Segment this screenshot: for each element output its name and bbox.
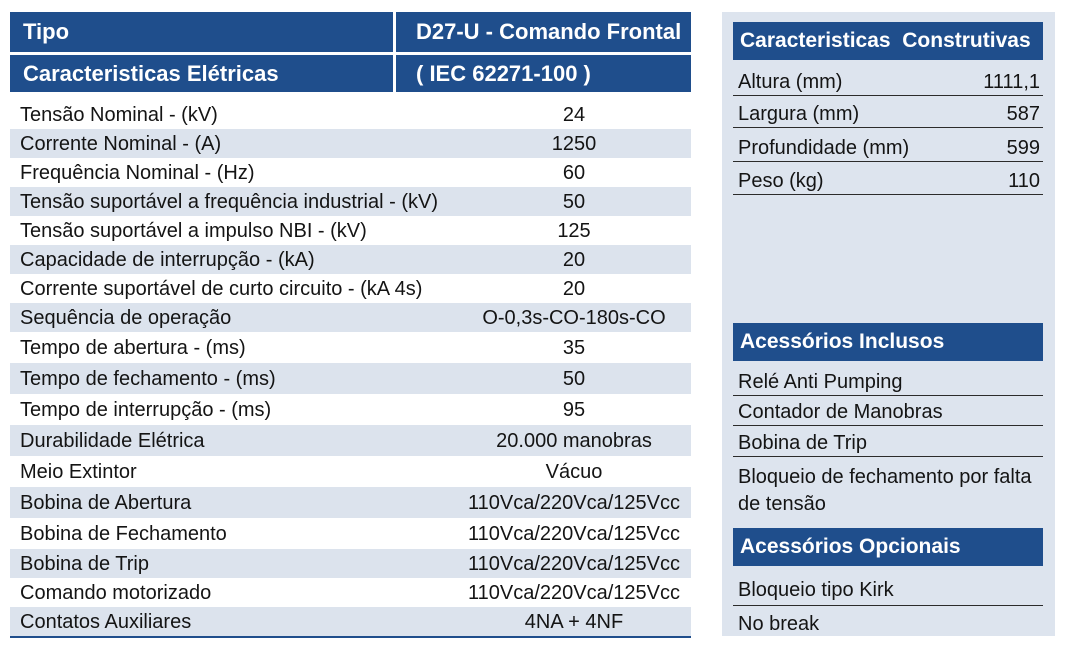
construction-value: 1111,1: [983, 71, 1040, 93]
row-label: Capacidade de interrupção - (kA): [20, 248, 315, 271]
row-value: 20.000 manobras: [496, 429, 652, 452]
accessory-item: Bloqueio tipo Kirk: [733, 566, 1043, 606]
row-label: Frequência Nominal - (Hz): [20, 161, 255, 184]
included-accessories-list: [733, 361, 1043, 519]
row-value: O-0,3s-CO-180s-CO: [482, 306, 666, 329]
construction-label: Peso (kg): [738, 170, 824, 192]
table-row: [10, 303, 691, 332]
accessory-item: Bloqueio de fechamento por falta de tensão: [738, 466, 1032, 515]
table-row: [10, 129, 691, 158]
row-value: 110Vca/220Vca/125Vcc: [467, 581, 680, 604]
accessory-item: No break: [738, 613, 820, 635]
row-value: 20: [562, 277, 586, 300]
row-label: Bobina de Trip: [20, 552, 149, 575]
construction-row: [733, 96, 1043, 128]
row-label: Bobina de Abertura: [20, 491, 192, 514]
row-value: 125: [557, 219, 591, 242]
row-value: 24: [562, 103, 586, 126]
construction-label: Altura (mm): [738, 71, 843, 93]
row-label: Tempo de abertura - (ms): [20, 336, 246, 359]
table-row: [10, 578, 691, 607]
row-label: Bobina de Fechamento: [20, 522, 227, 545]
row-value: 20: [562, 248, 586, 271]
construction-specs-list: [733, 66, 1043, 195]
construction-value: 599: [1006, 137, 1040, 159]
construction-row: [733, 162, 1043, 195]
row-value: 95: [562, 398, 586, 421]
construction-row: [733, 66, 1043, 96]
construction-label: Profundidade (mm): [738, 137, 910, 159]
row-value: 35: [562, 336, 586, 359]
row-value: 110Vca/220Vca/125Vcc: [467, 522, 680, 545]
table-row: [10, 100, 691, 129]
row-label: Sequência de operação: [20, 306, 232, 329]
electrical-specs-rows: [10, 100, 691, 638]
row-value: 4NA + 4NF: [524, 610, 624, 633]
row-label: Meio Extintor: [20, 460, 137, 483]
row-label: Tensão suportável a frequência industrial - (kV): [20, 190, 438, 213]
row-label: Corrente Nominal - (A): [20, 132, 222, 155]
row-value: 50: [562, 367, 586, 390]
construction-label: Largura (mm): [738, 103, 860, 125]
row-value: Vácuo: [545, 460, 603, 483]
row-label: Tempo de interrupção - (ms): [20, 398, 272, 421]
table-row: [10, 158, 691, 187]
table-row: [10, 274, 691, 303]
table-row: [10, 394, 691, 425]
table-row: [10, 549, 691, 578]
row-label: Contatos Auxiliares: [20, 610, 192, 633]
row-value: 1250: [551, 132, 597, 155]
row-label: Tensão suportável a impulso NBI - (kV): [20, 219, 367, 242]
row-label: Durabilidade Elétrica: [20, 429, 205, 452]
construction-value: 110: [1008, 170, 1040, 192]
table-row: [10, 245, 691, 274]
table-row: [10, 456, 691, 487]
table-row: [10, 487, 691, 518]
row-value: 110Vca/220Vca/125Vcc: [467, 552, 680, 575]
table-row: [10, 216, 691, 245]
type-label: Tipo: [10, 12, 396, 52]
table-header-section-row: [10, 55, 691, 92]
standard-reference: ( IEC 62271-100 ): [416, 60, 591, 86]
row-label: Tempo de fechamento - (ms): [20, 367, 276, 390]
row-value: 50: [562, 190, 586, 213]
row-value: 60: [562, 161, 586, 184]
type-value: D27-U - Comando Frontal: [416, 19, 682, 44]
row-value: 110Vca/220Vca/125Vcc: [467, 491, 680, 514]
row-label: Corrente suportável de curto circuito - (kA 4s): [20, 277, 423, 300]
table-row: [10, 518, 691, 549]
accessory-item: Contador de Manobras: [733, 396, 1043, 426]
side-panel: [722, 12, 1055, 636]
table-row: [10, 607, 691, 636]
included-accessories-title: Acessórios Inclusos: [733, 323, 1043, 361]
table-header-type-row: [10, 12, 691, 52]
optional-accessories-title: Acessórios Opcionais: [733, 528, 1043, 566]
construction-row: [733, 128, 1043, 162]
table-row: [10, 363, 691, 394]
optional-accessories-list: [733, 566, 1043, 636]
row-label: Tensão Nominal - (kV): [20, 103, 218, 126]
construction-title: Caracteristicas Construtivas: [733, 22, 1043, 60]
section-title: Caracteristicas Elétricas: [10, 55, 396, 92]
electrical-specs-table: [10, 12, 691, 638]
table-row: [10, 187, 691, 216]
accessory-item: Relé Anti Pumping: [733, 361, 1043, 396]
table-row: [10, 332, 691, 363]
construction-value: 587: [1006, 103, 1040, 125]
accessory-item: Bobina de Trip: [733, 426, 1043, 457]
row-label: Comando motorizado: [20, 581, 212, 604]
table-row: [10, 425, 691, 456]
